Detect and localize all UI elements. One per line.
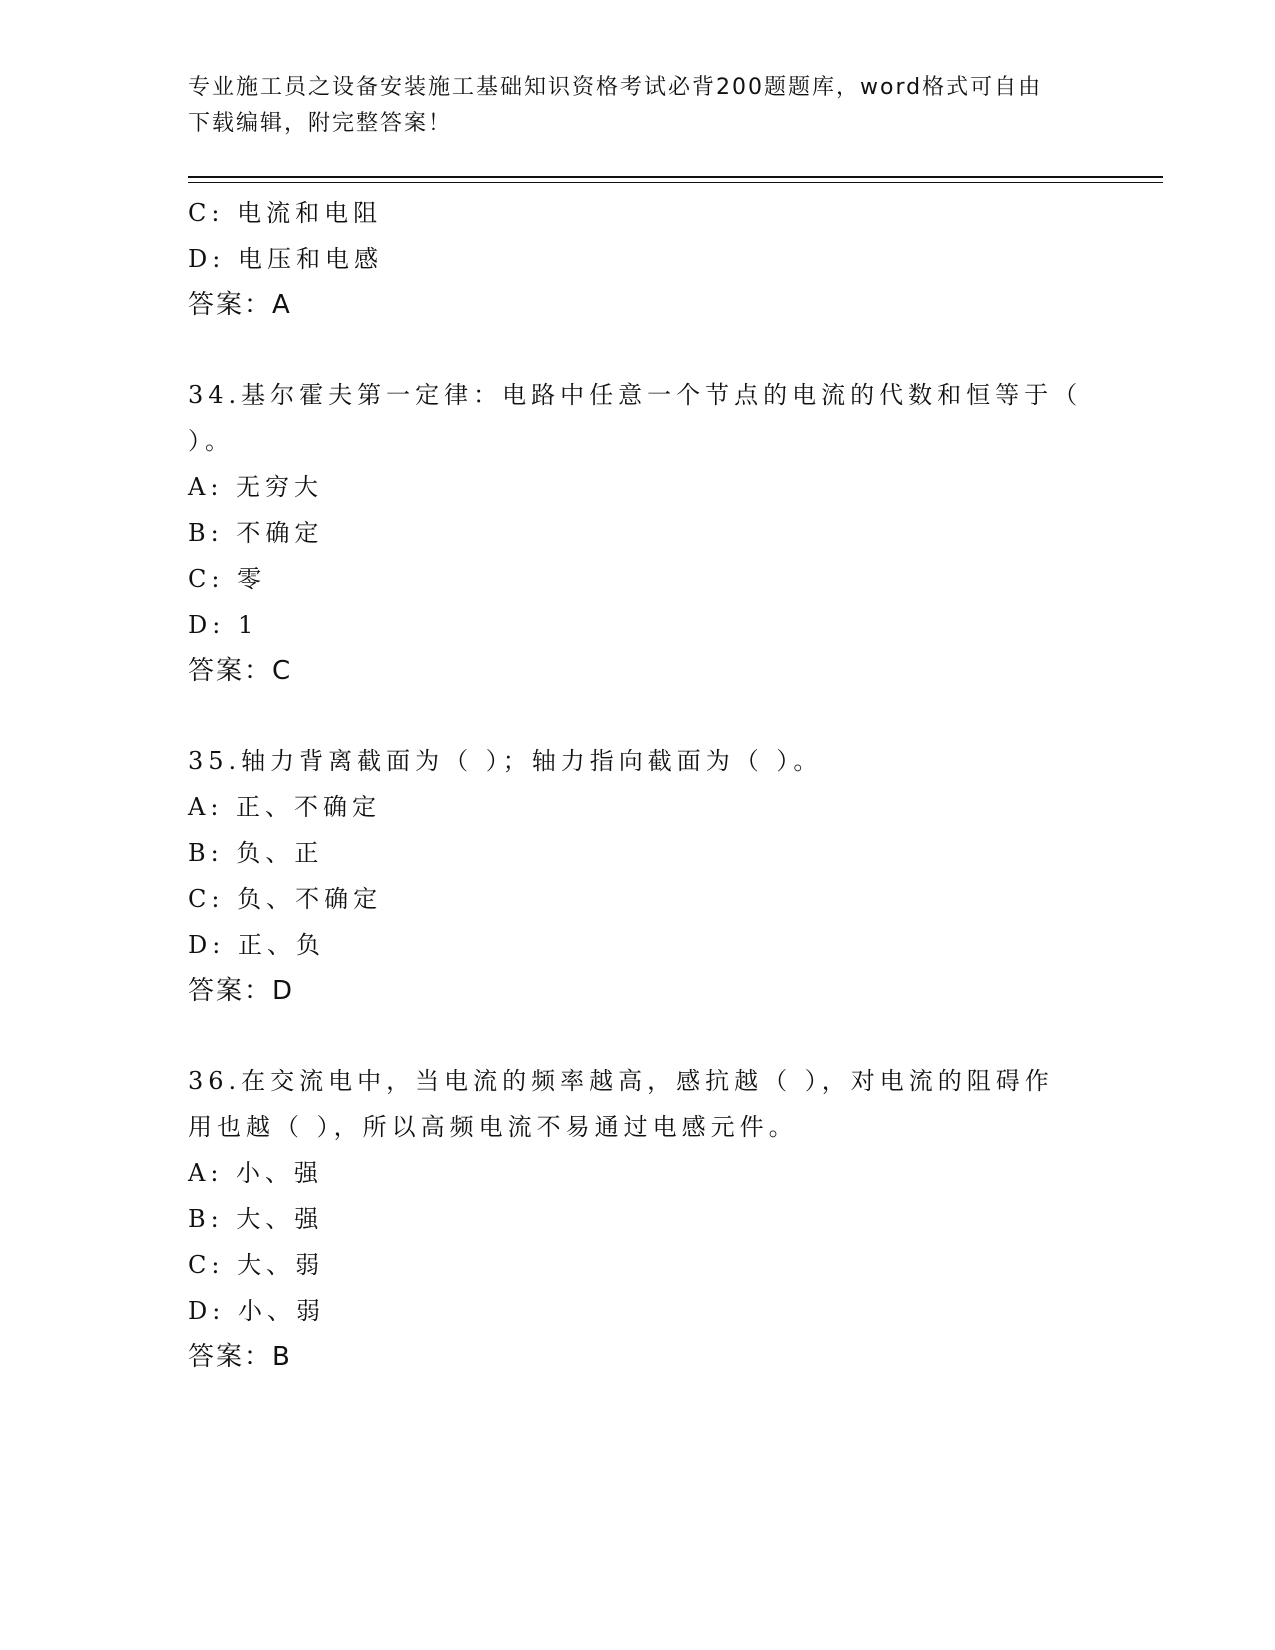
question-33-tail — [188, 190, 1088, 328]
option-d: D: 小、弱 — [188, 1297, 325, 1325]
option-a: A: 无穷大 — [188, 473, 324, 501]
option-b: B: 大、强 — [188, 1205, 324, 1233]
option-d: D: 电压和电感 — [188, 245, 383, 273]
question-text-cont: 用也越（ ），所以高频电流不易通过电感元件。 — [188, 1113, 798, 1141]
answer: 答案：A — [188, 290, 292, 320]
option-b: B: 不确定 — [188, 519, 324, 547]
question-text: 34.基尔霍夫第一定律：电路中任意一个节点的电流的代数和恒等于（ — [188, 381, 1083, 409]
document-header — [188, 70, 1088, 142]
question-34 — [188, 372, 1088, 694]
answer: 答案：D — [188, 976, 295, 1006]
question-text-cont: ）。 — [188, 427, 234, 455]
option-d: D: 1 — [188, 611, 259, 639]
header-line-1: 专业施工员之设备安装施工基础知识资格考试必背200题题库，word格式可自由 — [188, 75, 1043, 100]
header-rule — [188, 176, 1163, 178]
question-list — [188, 190, 1088, 1380]
option-a: A: 正、不确定 — [188, 793, 382, 821]
answer: 答案：C — [188, 656, 293, 686]
option-b: B: 负、正 — [188, 839, 324, 867]
answer: 答案：B — [188, 1342, 292, 1372]
option-c: C: 大、弱 — [188, 1251, 325, 1279]
question-text: 36.在交流电中，当电流的频率越高，感抗越（ ），对电流的阻碍作 — [188, 1067, 1054, 1095]
header-line-2: 下载编辑，附完整答案！ — [188, 111, 453, 136]
question-text: 35.轴力背离截面为（ ）；轴力指向截面为（ ）。 — [188, 747, 823, 775]
option-d: D: 正、负 — [188, 931, 325, 959]
option-c: C: 零 — [188, 565, 267, 593]
question-35 — [188, 738, 1088, 1014]
option-a: A: 小、强 — [188, 1159, 324, 1187]
question-36 — [188, 1058, 1088, 1380]
header-rule-thin — [188, 182, 1163, 183]
option-c: C: 负、不确定 — [188, 885, 383, 913]
option-c: C: 电流和电阻 — [188, 199, 383, 227]
